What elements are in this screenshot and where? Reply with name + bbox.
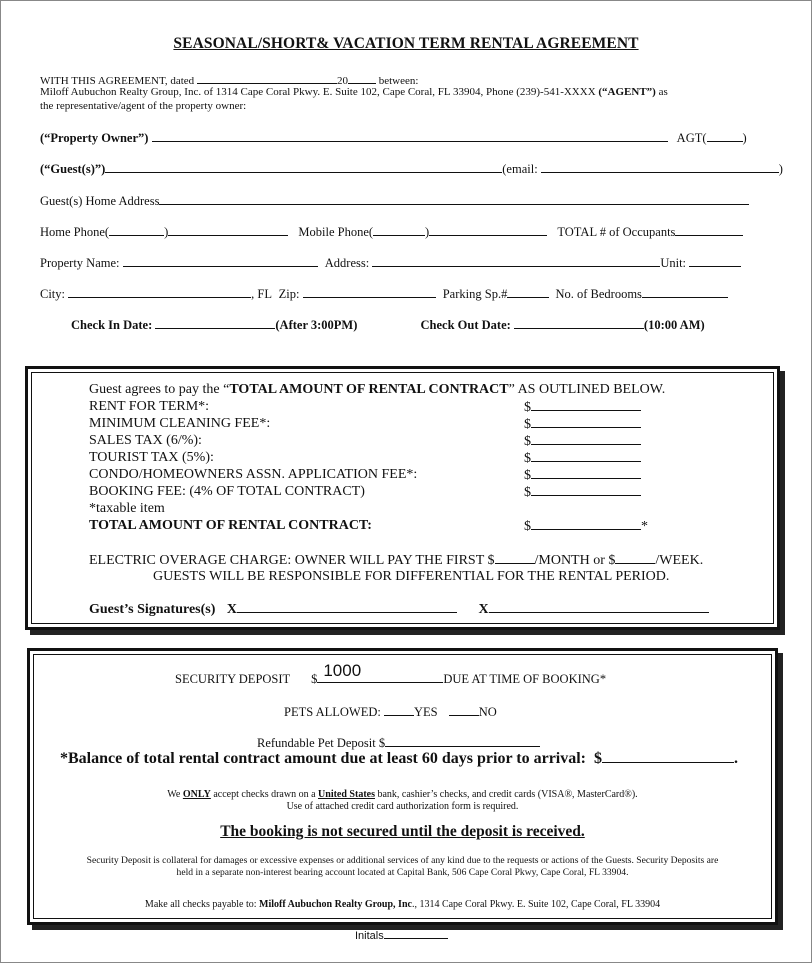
- total-occupants-field[interactable]: [675, 224, 743, 236]
- signature-x-2: X: [478, 602, 489, 617]
- electric-week-field[interactable]: [615, 552, 655, 564]
- checkout-label: Check Out Date:: [420, 318, 511, 332]
- dollar-sign: $: [524, 417, 531, 432]
- zip-field[interactable]: [303, 286, 436, 298]
- checkin-field[interactable]: [155, 317, 275, 329]
- deposit-box: [27, 648, 778, 925]
- amount-condo: [524, 467, 641, 484]
- amount-tourist-tax: [524, 450, 641, 467]
- dollar-sign: $: [524, 468, 531, 483]
- initials-row: [355, 928, 448, 942]
- pet-deposit-label: Refundable Pet Deposit $: [257, 736, 386, 750]
- initials-label: Initals: [355, 930, 384, 942]
- address-label: Address:: [324, 256, 370, 270]
- guest-signatures-row: [89, 601, 709, 618]
- fee-rent: RENT FOR TERM*:: [89, 399, 210, 414]
- date-blank[interactable]: [197, 72, 337, 84]
- pets-no-label: NO: [478, 705, 497, 719]
- home-phone-area[interactable]: [109, 224, 164, 236]
- payable-a: Make all checks payable to:: [144, 899, 257, 910]
- agt-field[interactable]: [707, 130, 743, 142]
- agt-close: ): [742, 131, 747, 145]
- agent-details: Miloff Aubuchon Realty Group, Inc. of 1314 Cape Coral Pkwy. E. Suite 102, Cape Coral, FL 33904, Phone (239)-541-XXXX: [40, 86, 596, 98]
- state-label: , FL: [251, 287, 272, 301]
- dollar-sign: $: [524, 485, 531, 500]
- pets-allowed-row: [284, 704, 497, 720]
- amount-total: [524, 518, 648, 535]
- home-address-field[interactable]: [159, 193, 749, 205]
- payable-c: ., 1314 Cape Coral Pkwy. E. Suite 102, Cape Coral, FL 33904: [411, 899, 661, 910]
- guest-label: (“Guest(s)”): [40, 162, 106, 176]
- dated-label: WITH THIS AGREEMENT, dated: [40, 75, 195, 87]
- electric-b: /MONTH or $: [534, 553, 616, 568]
- guest-name-field[interactable]: [105, 161, 502, 173]
- fee-booking: BOOKING FEE: (4% OF TOTAL CONTRACT): [89, 484, 365, 499]
- electric-a: ELECTRIC OVERAGE CHARGE: OWNER WILL PAY THE FIRST $: [89, 553, 495, 568]
- security-deposit-field[interactable]: [317, 661, 443, 683]
- amount-condo-field[interactable]: [531, 467, 641, 479]
- city-field[interactable]: [68, 286, 251, 298]
- zip-label: Zip:: [278, 287, 300, 301]
- dollar-sign: $: [311, 672, 318, 686]
- parking-field[interactable]: [507, 286, 549, 298]
- balance-end: .: [734, 750, 739, 767]
- checkin-label: Check In Date:: [71, 318, 153, 332]
- payable-line: [27, 899, 778, 910]
- mobile-phone-label: Mobile Phone(: [298, 225, 374, 239]
- mobile-phone-close: ): [425, 225, 430, 239]
- fee-sales-tax: SALES TAX (6/%):: [89, 433, 202, 448]
- checkout-field[interactable]: [514, 317, 644, 329]
- electric-month-field[interactable]: [495, 552, 535, 564]
- bedrooms-field[interactable]: [642, 286, 728, 298]
- fee-tourist-tax: TOURIST TAX (5%):: [89, 450, 214, 465]
- home-address-label: Guest(s) Home Address: [40, 194, 160, 208]
- agreement-intro-line1: [40, 72, 418, 87]
- balance-field[interactable]: [602, 749, 734, 763]
- checks-c: bank, cashier’s checks, and credit cards (VISA®, MasterCard®).: [377, 789, 638, 800]
- unit-field[interactable]: [689, 255, 741, 267]
- security-deposit-row: [175, 661, 607, 687]
- total-occupants-label: TOTAL # of Occupants: [557, 225, 676, 239]
- electric-overage-line1: [89, 552, 703, 569]
- dollar-sign: $: [594, 750, 603, 767]
- balance-label: *Balance of total rental contract amount due at least 60 days prior to arrival:: [60, 750, 587, 767]
- charges-intro-a: Guest agrees to pay the “: [89, 382, 230, 397]
- parking-label: Parking Sp.#: [442, 287, 508, 301]
- not-secured-notice: The booking is not secured until the deposit is received.: [220, 823, 585, 840]
- property-owner-field[interactable]: [152, 130, 668, 142]
- amount-sales-tax: [524, 433, 641, 450]
- property-name-label: Property Name:: [40, 256, 120, 270]
- initials-field[interactable]: [384, 928, 448, 939]
- document-title: SEASONAL/SHORT& VACATION TERM RENTAL AGREEMENT: [173, 35, 639, 52]
- amount-cleaning-field[interactable]: [531, 416, 641, 428]
- year-prefix: 20: [336, 75, 348, 87]
- amount-rent-field[interactable]: [531, 399, 641, 411]
- email-close: ): [778, 162, 783, 176]
- checks-policy-line2: Use of attached credit card authorization form is required.: [286, 801, 519, 812]
- fee-cleaning: MINIMUM CLEANING FEE*:: [89, 416, 271, 431]
- between-label: between:: [378, 75, 419, 87]
- signatures-label: Guest’s Signatures(s): [89, 602, 216, 617]
- city-label: City:: [40, 287, 66, 301]
- agt-label: AGT(: [676, 131, 707, 145]
- collateral-line1: Security Deposit is collateral for damages or excessive expenses or additional services of any kind due to the requests or actions of the Guests. Security Deposits are: [86, 855, 719, 866]
- home-address-row: [40, 193, 749, 209]
- charges-intro-c: ” AS OUTLINED BELOW.: [508, 382, 666, 397]
- signature-x-1: X: [226, 602, 238, 617]
- security-deposit-due: DUE AT TIME OF BOOKING*: [443, 672, 607, 686]
- mobile-phone-field[interactable]: [429, 224, 547, 236]
- payable-b: Miloff Aubuchon Realty Group, Inc: [259, 899, 412, 910]
- dollar-sign: $: [524, 451, 531, 466]
- electric-overage-line2: GUESTS WILL BE RESPONSIBLE FOR DIFFERENTIAL FOR THE RENTAL PERIOD.: [153, 569, 670, 584]
- amount-rent: [524, 399, 641, 416]
- as-label: as: [658, 86, 668, 98]
- dollar-sign: $: [524, 519, 531, 534]
- bedrooms-label: No. of Bedrooms: [555, 287, 642, 301]
- amount-cleaning: [524, 416, 641, 433]
- signature-field-1[interactable]: [237, 601, 457, 613]
- unit-label: Unit:: [660, 256, 687, 270]
- property-row: [40, 255, 741, 271]
- pets-yes-label: YES: [414, 705, 438, 719]
- amount-total-field[interactable]: [531, 518, 641, 530]
- email-field[interactable]: [541, 161, 779, 173]
- agreement-intro-line3: the representative/agent of the property owner:: [40, 100, 247, 112]
- address-field[interactable]: [372, 255, 660, 267]
- checks-b: accept checks drawn on a: [213, 789, 316, 800]
- city-row: [40, 286, 728, 302]
- property-name-field[interactable]: [123, 255, 318, 267]
- fee-condo-application: CONDO/HOMEOWNERS ASSN. APPLICATION FEE*:: [89, 467, 418, 482]
- balance-row: [60, 749, 738, 768]
- agreement-intro-line2: [40, 86, 668, 98]
- amount-sales-tax-field[interactable]: [531, 433, 641, 445]
- amount-tourist-tax-field[interactable]: [531, 450, 641, 462]
- pet-deposit-field[interactable]: [385, 735, 540, 747]
- agent-label: (“AGENT”): [598, 86, 656, 98]
- security-deposit-label: SECURITY DEPOSIT: [175, 672, 290, 686]
- security-deposit-value: 1000: [323, 661, 362, 680]
- home-phone-close: ): [164, 225, 169, 239]
- dollar-sign: $: [524, 434, 531, 449]
- amount-booking-field[interactable]: [531, 484, 641, 496]
- total-amount-label: TOTAL AMOUNT OF RENTAL CONTRACT:: [89, 518, 372, 533]
- signature-field-2[interactable]: [489, 601, 709, 613]
- mobile-phone-area[interactable]: [373, 224, 425, 236]
- taxable-note: *taxable item: [89, 501, 165, 516]
- charges-intro: [89, 382, 665, 398]
- checkout-time: (10:00 AM): [643, 318, 705, 332]
- checkin-time: (After 3:00PM): [275, 318, 358, 332]
- checkin-checkout-row: [71, 317, 705, 333]
- phone-row: [40, 224, 743, 240]
- email-label: (email:: [502, 162, 538, 176]
- property-owner-label: (“Property Owner”): [40, 131, 149, 145]
- checks-us: United States: [318, 789, 375, 800]
- checks-only: ONLY: [182, 789, 211, 800]
- amount-booking: [524, 484, 641, 501]
- total-star: *: [641, 519, 648, 534]
- collateral-line2: held in a separate non-interest bearing account located at Capital Bank, 506 Cape Coral Pkwy, Cape Coral, FL 33904.: [176, 867, 629, 878]
- charges-intro-bold: TOTAL AMOUNT OF RENTAL CONTRACT: [229, 382, 509, 397]
- year-blank[interactable]: [348, 72, 376, 84]
- checks-policy-line1: [27, 789, 778, 800]
- pets-allowed-label: PETS ALLOWED:: [284, 705, 381, 719]
- checks-a: We: [167, 789, 181, 800]
- pets-no-field[interactable]: [449, 704, 479, 716]
- home-phone-field[interactable]: [168, 224, 288, 236]
- dollar-sign: $: [524, 400, 531, 415]
- guest-row: [40, 161, 783, 177]
- electric-c: /WEEK.: [655, 553, 704, 568]
- pets-yes-field[interactable]: [384, 704, 414, 716]
- home-phone-label: Home Phone(: [40, 225, 110, 239]
- property-owner-row: [40, 130, 747, 146]
